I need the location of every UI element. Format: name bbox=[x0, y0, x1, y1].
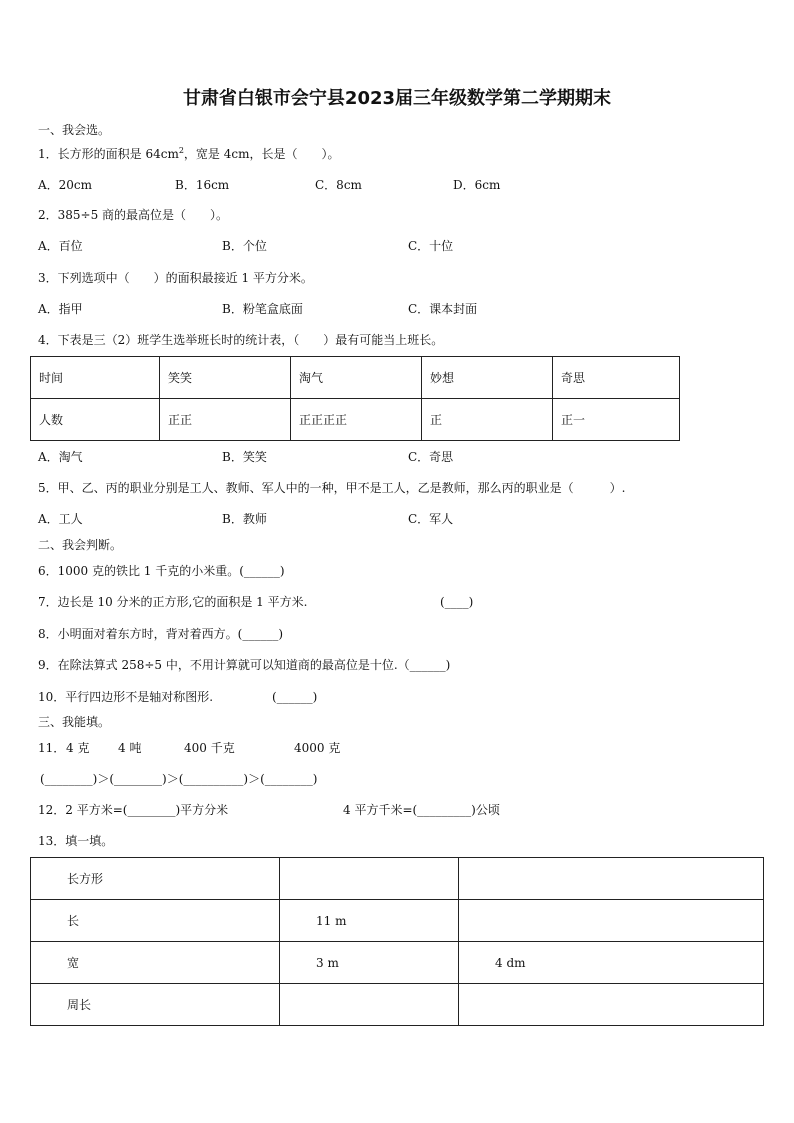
question-1 bbox=[38, 146, 339, 162]
page-title: 甘肃省白银市会宁县2023届三年级数学第二学期期末 bbox=[182, 88, 612, 109]
q1-option-b: B．16cm bbox=[175, 178, 230, 192]
question-5: 5．甲、乙、丙的职业分别是工人、教师、军人中的一种，甲不是工人，乙是教师，那么丙的职业是（ ）. bbox=[38, 481, 626, 495]
table-cell: 人数 bbox=[31, 399, 160, 441]
q1-option-a: A．20cm bbox=[38, 178, 93, 192]
question-13: 13．填一填。 bbox=[38, 834, 114, 848]
q10-answer-blank: (______) bbox=[272, 690, 318, 704]
table-cell bbox=[280, 858, 459, 900]
q2-option-a: A．百位 bbox=[38, 239, 83, 253]
q11-item: 400 千克 bbox=[184, 741, 235, 755]
question-8: 8．小明面对着东方时，背对着西方。(______) bbox=[38, 627, 283, 641]
question-4: 4．下表是三（2）班学生选举班长时的统计表，（ ）最有可能当上班长。 bbox=[38, 333, 444, 347]
question-2: 2．385÷5 商的最高位是（ ）。 bbox=[38, 208, 229, 222]
table-cell: 淘气 bbox=[291, 357, 422, 399]
table-cell bbox=[459, 984, 764, 1026]
table-cell: 长 bbox=[31, 900, 280, 942]
q1-text-a: 1．长方形的面积是 64cm bbox=[38, 147, 179, 161]
table-cell bbox=[459, 858, 764, 900]
question-10: 10．平行四边形不是轴对称图形. bbox=[38, 690, 214, 704]
q11-blanks: (________)＞(________)＞(__________)＞(________) bbox=[40, 772, 318, 786]
table-row bbox=[31, 900, 764, 942]
table-row bbox=[31, 858, 764, 900]
table-row bbox=[31, 984, 764, 1026]
q3-option-c: C．课本封面 bbox=[408, 302, 478, 316]
q4-option-b: B．笑笑 bbox=[222, 450, 267, 464]
vote-table bbox=[30, 356, 680, 441]
table-cell bbox=[459, 900, 764, 942]
table-cell: 宽 bbox=[31, 942, 280, 984]
table-row bbox=[31, 942, 764, 984]
q11-item: 4 吨 bbox=[118, 741, 142, 755]
table-cell: 时间 bbox=[31, 357, 160, 399]
section-1-heading: 一、我会选。 bbox=[38, 123, 111, 137]
section-3-heading: 三、我能填。 bbox=[38, 715, 111, 729]
q1-text-b: ，宽是 4cm，长是（ ）。 bbox=[183, 147, 340, 161]
q5-option-c: C．军人 bbox=[408, 512, 454, 526]
table-row bbox=[31, 399, 680, 441]
table-cell bbox=[280, 984, 459, 1026]
q3-option-a: A．指甲 bbox=[38, 302, 83, 316]
q1-option-d: D．6cm bbox=[453, 178, 501, 192]
table-cell: 长方形 bbox=[31, 858, 280, 900]
table-cell: 3 m bbox=[280, 942, 459, 984]
table-cell: 正正 bbox=[160, 399, 291, 441]
table-cell: 笑笑 bbox=[160, 357, 291, 399]
q11-item: 4 克 bbox=[66, 741, 90, 755]
table-cell: 奇思 bbox=[553, 357, 680, 399]
table-cell: 周长 bbox=[31, 984, 280, 1026]
question-9: 9．在除法算式 258÷5 中，不用计算就可以知道商的最高位是十位.（______) bbox=[38, 658, 451, 672]
q2-option-b: B．个位 bbox=[222, 239, 267, 253]
q4-option-c: C．奇思 bbox=[408, 450, 454, 464]
question-7: 7．边长是 10 分米的正方形,它的面积是 1 平方米. bbox=[38, 595, 308, 609]
q3-option-b: B．粉笔盒底面 bbox=[222, 302, 303, 316]
q2-option-c: C．十位 bbox=[408, 239, 454, 253]
q1-option-c: C．8cm bbox=[315, 178, 362, 192]
question-12-part-b: 4 平方千米=(_________)公顷 bbox=[343, 803, 500, 817]
rectangle-table bbox=[30, 857, 764, 1026]
table-cell: 4 dm bbox=[459, 942, 764, 984]
question-3: 3．下列选项中（ ）的面积最接近 1 平方分米。 bbox=[38, 271, 313, 285]
section-2-heading: 二、我会判断。 bbox=[38, 538, 123, 552]
question-6: 6．1000 克的铁比 1 千克的小米重。(______) bbox=[38, 564, 285, 578]
q11-item: 4000 克 bbox=[294, 741, 341, 755]
q1-superscript: 2 bbox=[178, 146, 184, 155]
table-cell: 正 bbox=[422, 399, 553, 441]
q4-option-a: A．淘气 bbox=[38, 450, 83, 464]
table-cell: 11 m bbox=[280, 900, 459, 942]
q5-option-a: A．工人 bbox=[38, 512, 83, 526]
table-cell: 正一 bbox=[553, 399, 680, 441]
table-cell: 正正正正 bbox=[291, 399, 422, 441]
q5-option-b: B．教师 bbox=[222, 512, 267, 526]
question-11-number: 11． bbox=[38, 741, 66, 755]
q7-answer-blank: (____) bbox=[440, 595, 474, 609]
question-12: 12．2 平方米=(________)平方分米 bbox=[38, 803, 229, 817]
table-row bbox=[31, 357, 680, 399]
table-cell: 妙想 bbox=[422, 357, 553, 399]
